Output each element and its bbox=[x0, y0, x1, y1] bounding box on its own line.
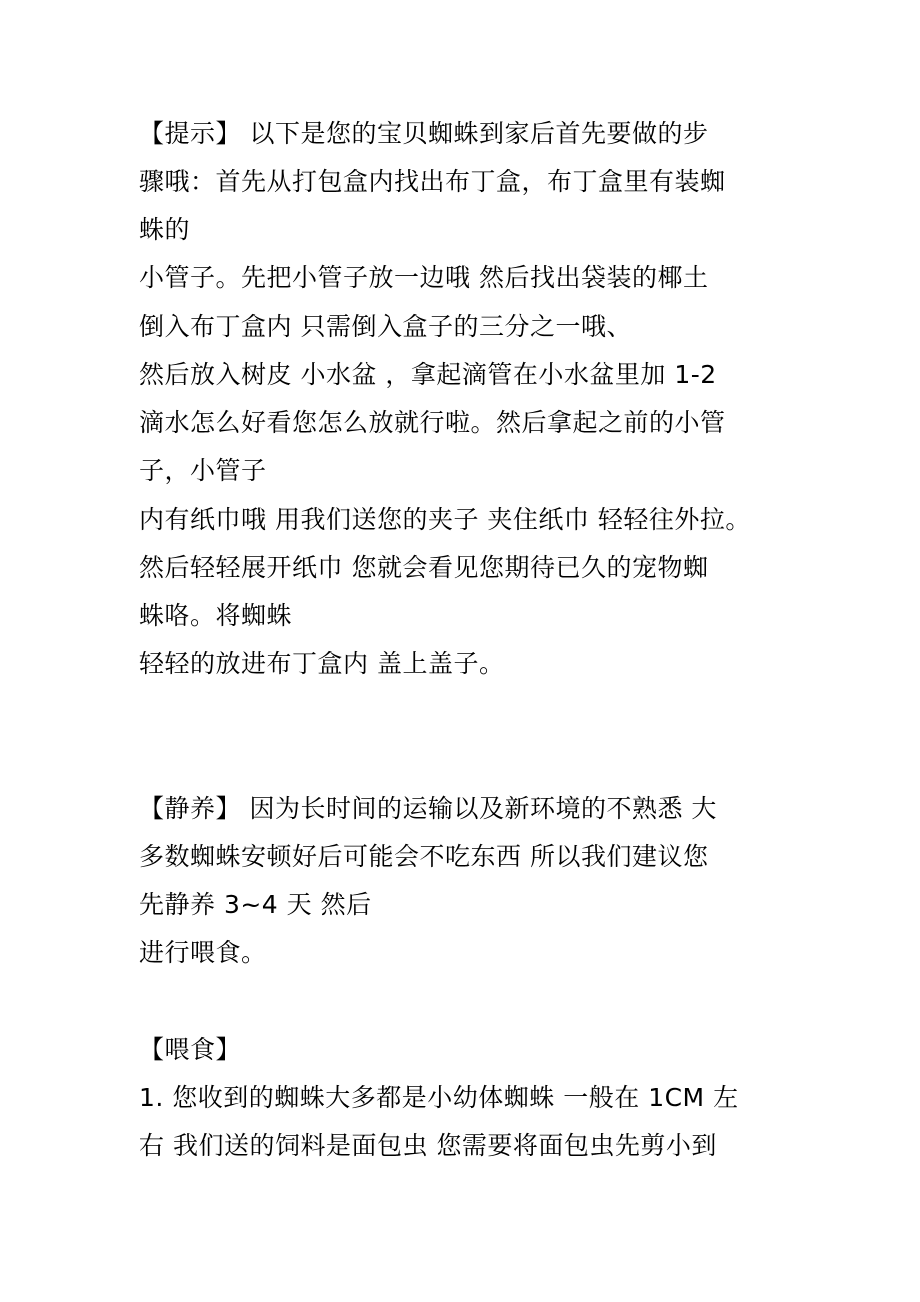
text-line: 蛛的 bbox=[139, 215, 191, 244]
text-line: 倒入布丁盒内 只需倒入盒子的三分之一哦、 bbox=[139, 312, 632, 341]
text-line: 滴水怎么好看您怎么放就行啦。然后拿起之前的小管 bbox=[139, 408, 726, 437]
text-line: 内有纸巾哦 用我们送您的夹子 夹住纸巾 轻轻往外拉。 bbox=[139, 505, 751, 534]
text-line: 子，小管子 bbox=[139, 456, 267, 485]
section-heading: 【喂食】 bbox=[139, 1035, 242, 1064]
text-line: 1. 您收到的蜘蛛大多都是小幼体蜘蛛 一般在 1CM 左 bbox=[139, 1083, 739, 1112]
text-line: 进行喂食。 bbox=[139, 938, 267, 967]
text-line: 多数蜘蛛安顿好后可能会不吃东西 所以我们建议您 bbox=[139, 842, 709, 871]
section-heading-line: 【静养】 因为长时间的运输以及新环境的不熟悉 大 bbox=[139, 794, 717, 823]
text-line: 蛛咯。将蜘蛛 bbox=[139, 601, 293, 630]
text-line: 小管子。先把小管子放一边哦 然后找出袋装的椰土 bbox=[139, 263, 709, 292]
text-line: 然后轻轻展开纸巾 您就会看见您期待已久的宠物蜘 bbox=[139, 553, 709, 582]
text-line: 右 我们送的饲料是面包虫 您需要将面包虫先剪小到 bbox=[139, 1131, 717, 1160]
text-line: 【提示】 以下是您的宝贝蜘蛛到家后首先要做的步 bbox=[139, 119, 709, 148]
text-line: 然后放入树皮 小水盆 ，拿起滴管在小水盆里加 1-2 bbox=[139, 360, 717, 389]
text-line: 骤哦：首先从打包盒内找出布丁盒，布丁盒里有装蜘 bbox=[139, 167, 726, 196]
text-line: 先静养 3~4 天 然后 bbox=[139, 890, 372, 919]
text-line: 轻轻的放进布丁盒内 盖上盖子。 bbox=[139, 649, 505, 678]
